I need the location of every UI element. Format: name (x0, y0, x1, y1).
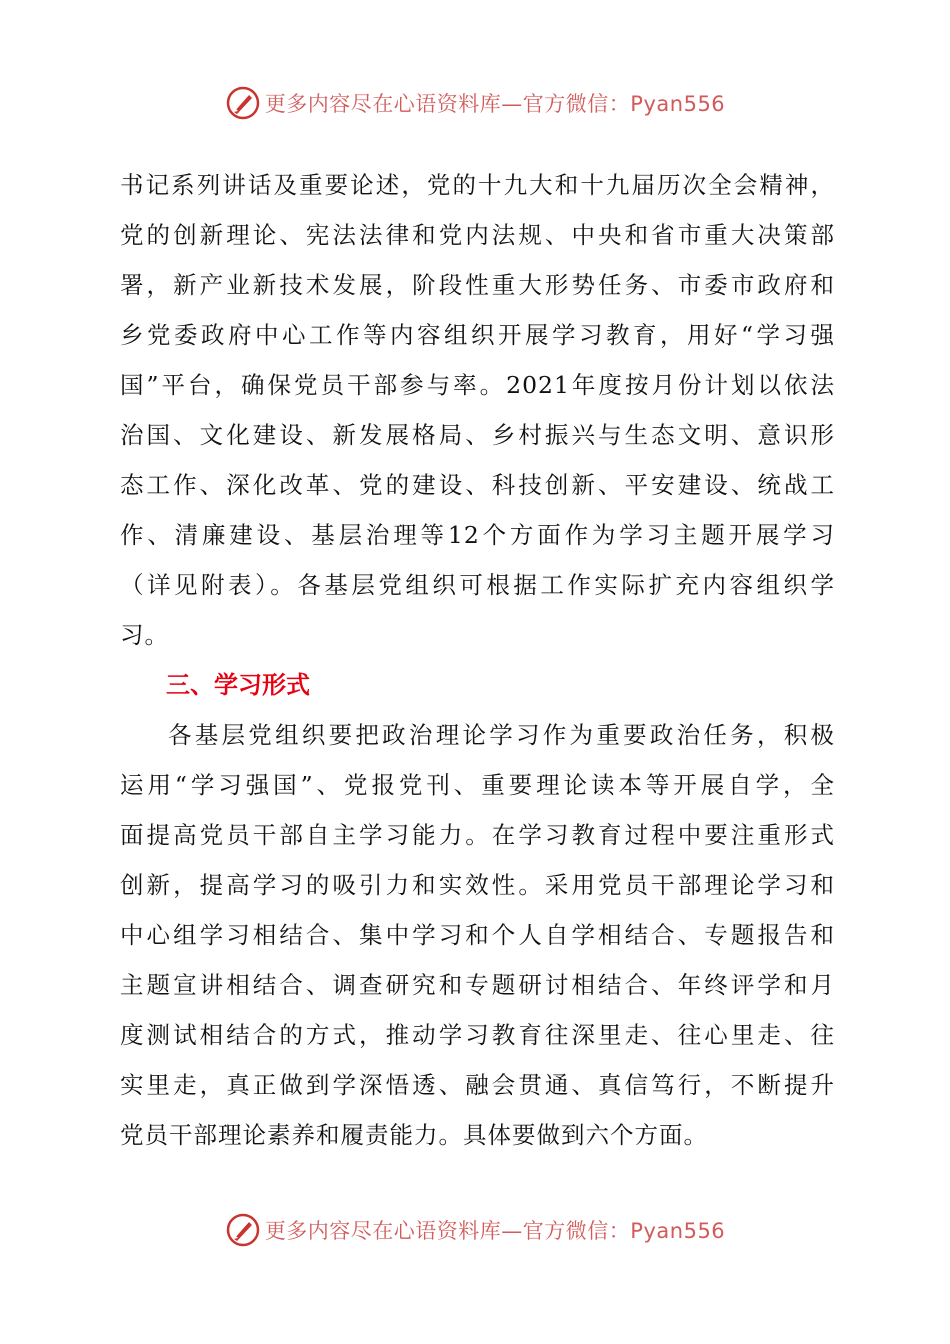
text-line: 书记系列讲话及重要论述，党的十九大和十九届历次全会精神， (120, 171, 835, 199)
banner-text: 更多内容尽在心语资料库—官方微信：Pyan556 (264, 92, 726, 116)
text-line: 运用“学习强国”、党报党刊、重要理论读本等开展自学，全 (120, 771, 835, 799)
header-watermark (0, 78, 950, 128)
text-line: 面提高党员干部自主学习能力。在学习教育过程中要注重形式 (120, 821, 835, 849)
footer-watermark (0, 1205, 950, 1255)
text-line: 习。 (120, 621, 169, 649)
text-line: 度测试相结合的方式，推动学习教育往深里走、往心里走、往 (120, 1021, 835, 1049)
text-line: 署，新产业新技术发展，阶段性重大形势任务、市委市政府和 (120, 271, 835, 299)
text-line: 党的创新理论、宪法法律和党内法规、中央和省市重大决策部 (120, 221, 835, 249)
paragraph-learning-form (120, 710, 835, 1160)
text-line: 创新，提高学习的吸引力和实效性。采用党员干部理论学习和 (120, 871, 835, 899)
text-line: 党员干部理论素养和履责能力。具体要做到六个方面。 (120, 1121, 708, 1149)
document-body (120, 160, 835, 1160)
text-line: 治国、文化建设、新发展格局、乡村振兴与生态文明、意识形 (120, 421, 835, 449)
text-line: 实里走，真正做到学深悟透、融会贯通、真信笃行，不断提升 (120, 1071, 835, 1099)
section-heading: 三、学习形式 (166, 671, 310, 699)
text-line: 各基层党组织要把政治理论学习作为重要政治任务，积极 (168, 721, 835, 749)
text-line: 乡党委政府中心工作等内容组织开展学习教育，用好“学习强 (120, 321, 835, 349)
text-line: （详见附表）。各基层党组织可根据工作实际扩充内容组织学 (120, 571, 835, 599)
text-line: 主题宣讲相结合、调查研究和专题研讨相结合、年终评学和月 (120, 971, 835, 999)
paragraph-learning-content (120, 160, 835, 660)
pen-logo-icon (225, 85, 261, 121)
text-line: 作、清廉建设、基层治理等12个方面作为学习主题开展学习 (120, 521, 835, 549)
pen-logo-icon (225, 1212, 261, 1248)
text-line: 态工作、深化改革、党的建设、科技创新、平安建设、统战工 (120, 471, 835, 499)
text-line: 国”平台，确保党员干部参与率。2021年度按月份计划以依法 (120, 371, 835, 399)
banner-text: 更多内容尽在心语资料库—官方微信：Pyan556 (264, 1219, 726, 1243)
text-line: 中心组学习相结合、集中学习和个人自学相结合、专题报告和 (120, 921, 835, 949)
